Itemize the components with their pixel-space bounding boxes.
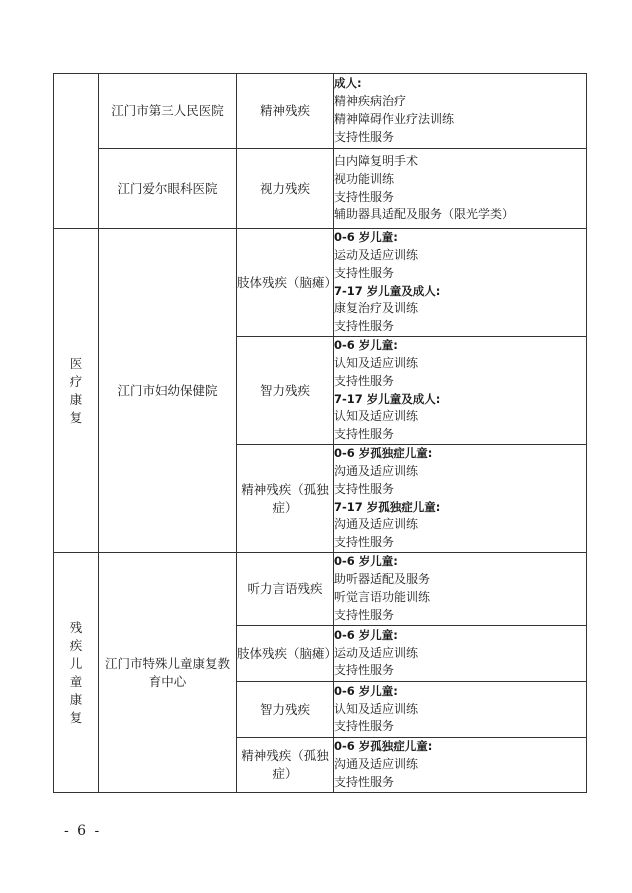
services-table: [53, 73, 587, 793]
disability-cell: 肢体残疾（脑瘫）: [237, 229, 334, 337]
service-line: 支持性服务: [334, 719, 395, 734]
services-cell: [334, 553, 587, 626]
services-cell: [334, 738, 587, 793]
service-line: 精神障碍作业疗法训练: [334, 112, 455, 126]
category-cell: [54, 229, 99, 553]
service-line: 沟通及适应训练: [334, 757, 419, 772]
service-line: 白内障复明手术: [334, 153, 419, 168]
service-line: 支持性服务: [334, 663, 395, 678]
services-cell: [334, 682, 587, 738]
service-line: 康复治疗及训练: [334, 301, 419, 316]
service-line: 0-6 岁儿童:: [334, 683, 398, 698]
service-line: 0-6 岁孤独症儿童:: [334, 446, 433, 461]
service-line: 认知及适应训练: [334, 409, 419, 424]
institution-cell: 江门市妇幼保健院: [99, 229, 237, 553]
services-cell: [334, 74, 587, 149]
category-label: 残疾儿童康复: [69, 619, 83, 725]
service-line: 支持性服务: [334, 427, 395, 442]
category-label: 医疗康复: [69, 355, 83, 425]
service-line: 0-6 岁孤独症儿童:: [334, 739, 433, 754]
service-line: 运动及适应训练: [334, 247, 419, 262]
services-cell: [334, 229, 587, 337]
table-row: [54, 74, 587, 149]
service-line: 0-6 岁儿童:: [334, 338, 398, 353]
table-row: [54, 149, 587, 229]
disability-cell: 智力残疾: [237, 337, 334, 445]
service-line: 支持性服务: [334, 319, 395, 334]
service-line: 支持性服务: [334, 373, 395, 388]
service-line: 支持性服务: [334, 774, 395, 789]
service-line: 精神疾病治疗: [334, 94, 407, 109]
institution-cell: 江门市第三人民医院: [99, 74, 237, 149]
services-cell: [334, 626, 587, 682]
institution-cell: 江门爱尔眼科医院: [99, 149, 237, 229]
page-number: - 6 -: [64, 823, 102, 839]
service-line: 认知及适应训练: [334, 355, 419, 370]
institution-cell: 江门市特殊儿童康复教育中心: [99, 553, 237, 793]
service-line: 7-17 岁儿童及成人:: [334, 283, 441, 298]
disability-cell: 视力残疾: [237, 149, 334, 229]
service-line: 支持性服务: [334, 265, 395, 280]
service-line: 7-17 岁孤独症儿童:: [334, 499, 441, 514]
service-line: 运动及适应训练: [334, 645, 419, 660]
disability-cell: 精神残疾: [237, 74, 334, 149]
services-cell: [334, 149, 587, 229]
service-line: 支持性服务: [334, 535, 395, 550]
category-cell-empty: [54, 74, 99, 229]
disability-cell: 智力残疾: [237, 682, 334, 738]
service-line: 支持性服务: [334, 189, 395, 204]
service-line: 助听器适配及服务: [334, 572, 431, 587]
service-line: 7-17 岁儿童及成人:: [334, 391, 441, 406]
service-line: 0-6 岁儿童:: [334, 554, 398, 569]
services-cell: [334, 337, 587, 445]
service-line: 听觉言语功能训练: [334, 590, 431, 604]
service-line: 沟通及适应训练: [334, 463, 419, 478]
service-line: 0-6 岁儿童:: [334, 230, 398, 245]
table-row: [54, 229, 587, 337]
disability-cell: 肢体残疾（脑瘫）: [237, 626, 334, 682]
services-cell: [334, 445, 587, 553]
disability-cell: 精神残疾（孤独症）: [237, 445, 334, 553]
service-line: 支持性服务: [334, 481, 395, 496]
disability-cell: 精神残疾（孤独症）: [237, 738, 334, 793]
category-cell: [54, 553, 99, 793]
disability-cell: 听力言语残疾: [237, 553, 334, 626]
service-line: 视功能训练: [334, 171, 395, 186]
table-row: [54, 553, 587, 626]
service-line: 沟通及适应训练: [334, 517, 419, 532]
service-line: 辅助器具适配及服务（限光学类）: [334, 207, 515, 222]
service-line: 支持性服务: [334, 129, 395, 144]
service-line: 成人:: [334, 76, 362, 91]
service-line: 0-6 岁儿童:: [334, 627, 398, 642]
service-line: 支持性服务: [334, 607, 395, 622]
service-line: 认知及适应训练: [334, 701, 419, 716]
